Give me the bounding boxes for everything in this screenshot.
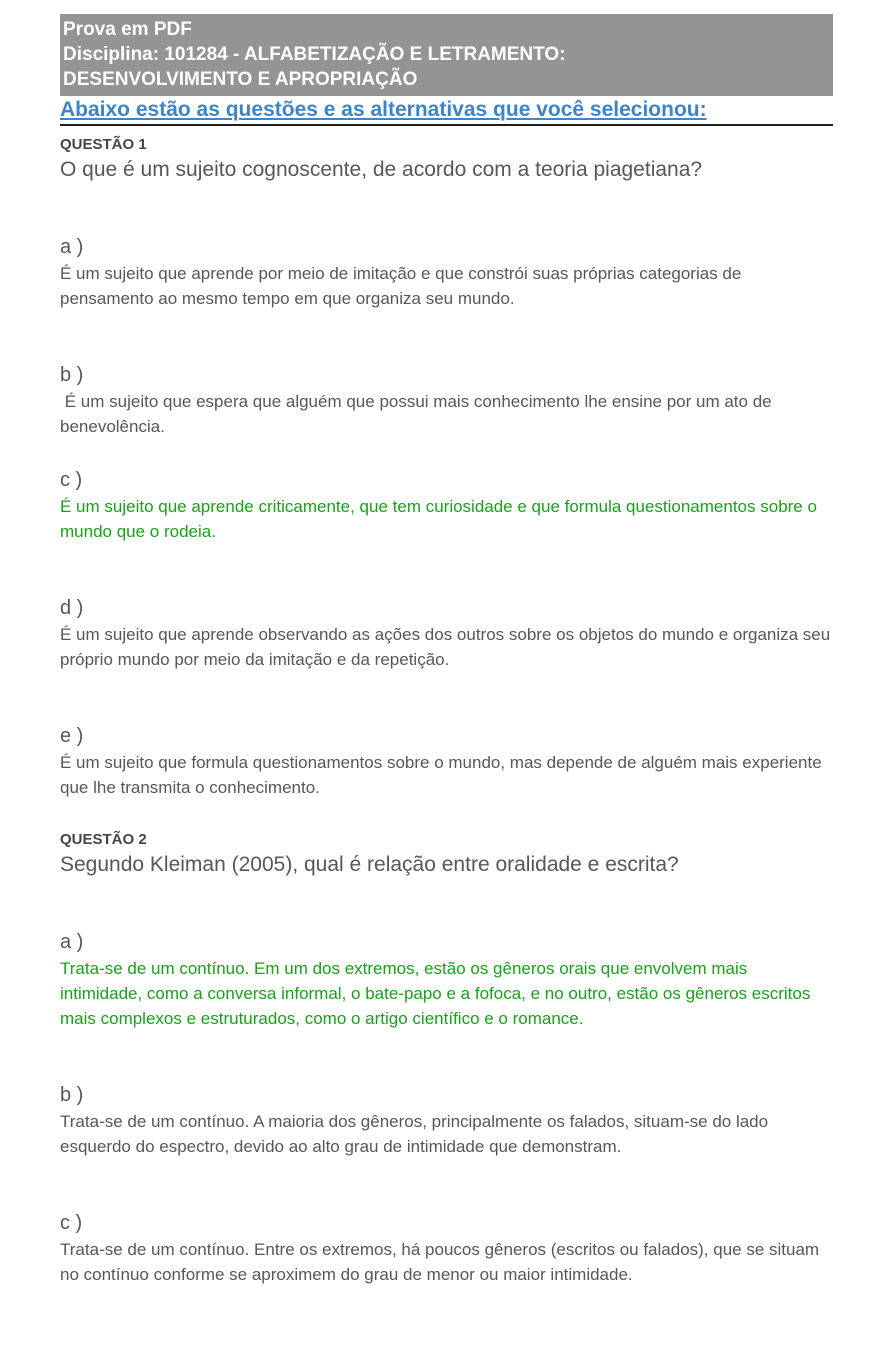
- option-letter: c ): [60, 1212, 83, 1234]
- option-text-selected: Trata-se de um contínuo. Em um dos extremos, estão os gêneros orais que envolvem mais intimidade, como a conversa informal, o bate-papo e a fofoca, e no outro, estão os gêneros escritos mais complexos e estruturados, como o artigo científico e o romance.: [60, 959, 816, 1028]
- option-letter: c ): [60, 469, 83, 491]
- question-1-option-a: [60, 233, 833, 311]
- option-text: Trata-se de um contínuo. Entre os extremos, há poucos gêneros (escritos ou falados), que se situam no contínuo conforme se aproximem do grau de menor ou maior intimidade.: [60, 1240, 824, 1284]
- option-letter: a ): [60, 931, 84, 953]
- question-1-option-e: [60, 722, 833, 800]
- option-text: Trata-se de um contínuo. A maioria dos gêneros, principalmente os falados, situam-se do lado esquerdo do espectro, devido ao alto grau de intimidade que demonstram.: [60, 1112, 773, 1156]
- exam-header-title: Prova em PDF: [63, 19, 192, 40]
- question-2-section: [60, 830, 833, 1287]
- question-2-option-c: [60, 1209, 833, 1287]
- option-text: É um sujeito que aprende observando as ações dos outros sobre os objetos do mundo e organiza seu próprio mundo por meio da imitação e da repetição.: [60, 625, 835, 669]
- exam-header: [60, 14, 833, 96]
- question-2-text: Segundo Kleiman (2005), qual é relação entre oralidade e escrita?: [60, 853, 679, 876]
- option-letter: d ): [60, 597, 84, 619]
- option-letter: a ): [60, 236, 84, 258]
- exam-header-discipline-line2: DESENVOLVIMENTO E APROPRIAÇÃO: [63, 69, 418, 90]
- option-text: É um sujeito que aprende por meio de imitação e que constrói suas próprias categorias de pensamento ao mesmo tempo em que organiza seu mundo.: [60, 264, 747, 308]
- selected-answers-heading: Abaixo estão as questões e as alternativas que você selecionou:: [60, 98, 833, 126]
- option-letter: e ): [60, 725, 84, 747]
- option-text-selected: É um sujeito que aprende criticamente, que tem curiosidade e que formula questionamentos sobre o mundo que o rodeia.: [60, 497, 822, 541]
- option-letter: b ): [60, 1084, 84, 1106]
- question-1-option-c-selected: [60, 466, 833, 544]
- question-2-option-b: [60, 1081, 833, 1159]
- question-1-section: [60, 135, 833, 800]
- option-text: É um sujeito que formula questionamentos sobre o mundo, mas depende de alguém mais experiente que lhe transmita o conhecimento.: [60, 753, 827, 797]
- question-1-text: O que é um sujeito cognoscente, de acordo com a teoria piagetiana?: [60, 158, 703, 181]
- exam-header-discipline-line1: Disciplina: 101284 - ALFABETIZAÇÃO E LETRAMENTO:: [63, 44, 566, 65]
- option-letter: b ): [60, 364, 84, 386]
- question-1-label: QUESTÃO 1: [60, 136, 147, 153]
- question-2-label: QUESTÃO 2: [60, 831, 147, 848]
- question-1-option-d: [60, 594, 833, 672]
- question-1-option-b: [60, 361, 833, 439]
- question-2-option-a-selected: [60, 928, 833, 1031]
- option-text: É um sujeito que espera que alguém que possui mais conhecimento lhe ensine por um ato de benevolência.: [60, 392, 777, 436]
